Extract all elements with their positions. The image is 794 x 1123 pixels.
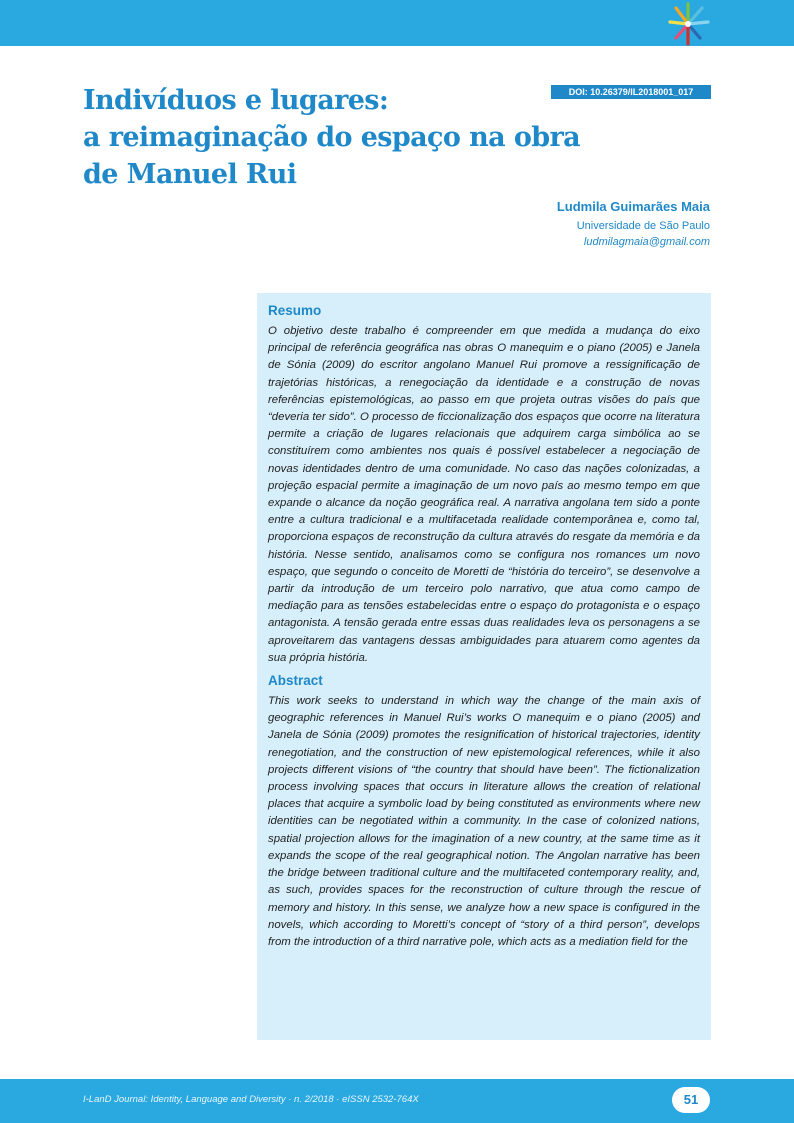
page-number-badge: 51 (672, 1087, 710, 1113)
title-line: de Manuel Rui (83, 159, 297, 190)
author-affiliation: Universidade de São Paulo (576, 220, 710, 232)
resumo-text: O objetivo deste trabalho é compreender em que medida a mudança do eixo principal de referência geográfica nas obras O manequim e o piano (2005) e Janela de Sónia (2009) do escritor angolano Manuel Rui promove a ressignificação de trajetórias históricas, a renegociação da identidade e a construção de novas referências epistemológicas, ao passo em que projeta outras visões do país que “deveria ter sido”. O processo de ficcionalização dos espaços que ocorre na literatura permite a criação de lugares relacionais que adquirem carga simbólica ao se constituírem como ambientes nos quais é possível estabelecer a negociação de novas identidades dentro de uma comunidade. No caso das nações colonizadas, a projeção espacial permite a imaginação de um novo país ao mesmo tempo em que expande o alcance da noção geográfica real. A narrativa angolana tem sido a ponte entre a cultura tradicional e a multifacetada realidade contemporânea e, como tal, proporciona espaços de reconstrução da cultura através do resgate da memória e da história. Nesse sentido, analisamos como se configura nos romances um novo espaço, que segundo o conceito de Moretti de “história do terceiro”, se desenvolve a partir da introdução de um terceiro polo narrativo, que atua como campo de mediação para as tensões estabelecidas entre o espaço do protagonista e o espaço antagonista. A tensão gerada entre essas duas realidades leva os personagens a se aproveitarem das vantagens dessas ambiguidades para atuarem como agentes da sua própria história. (268, 325, 700, 664)
journal-logo-icon (662, 0, 714, 48)
title-line: a reimaginação do espaço na obra (83, 122, 581, 153)
title-line: Indivíduos e lugares: (83, 85, 389, 116)
footer-journal-info: I-LanD Journal: Identity, Language and Diversity · n. 2/2018 · eISSN 2532-764X (83, 1094, 419, 1105)
article-title (83, 82, 581, 193)
author-email[interactable]: ludmilagmaia@gmail.com (583, 236, 710, 248)
author-name: Ludmila Guimarães Maia (556, 199, 710, 214)
abstract-heading: Abstract (268, 673, 323, 689)
resumo-heading: Resumo (268, 303, 322, 318)
doi-label[interactable]: DOI: 10.26379/IL2018001_017 (551, 85, 711, 99)
abstract-box (257, 293, 711, 1040)
abstract-text: This work seeks to understand in which way the change of the main axis of geographic references in Manuel Rui’s works O manequim e o piano (2005) and Janela de Sónia (2009) promotes the resignification of historical trajectories, identity renegotiation, and the construction of new epistemological references, while it also projects different visions of “the country that should have been”. The fictionalization process involving spaces that occurs in literature allows the creation of relational places that acquire a symbolic load by being constituted as environments where new identities can be negotiated within a community. In the case of colonized nations, spatial projection allows for the imagination of a new country, at the same time as it expands the scope of the real geographical notion. The Angolan narrative has been the bridge between traditional culture and the multifaceted contemporary reality, and, as such, provides spaces for the reconstruction of culture through the rescue of memory and history. In this sense, we analyze how a new space is configured in the novels, which according to Moretti’s concept of “story of a third person”, develops from the introduction of a third narrative pole, which acts as a mediation field for the (268, 695, 700, 948)
